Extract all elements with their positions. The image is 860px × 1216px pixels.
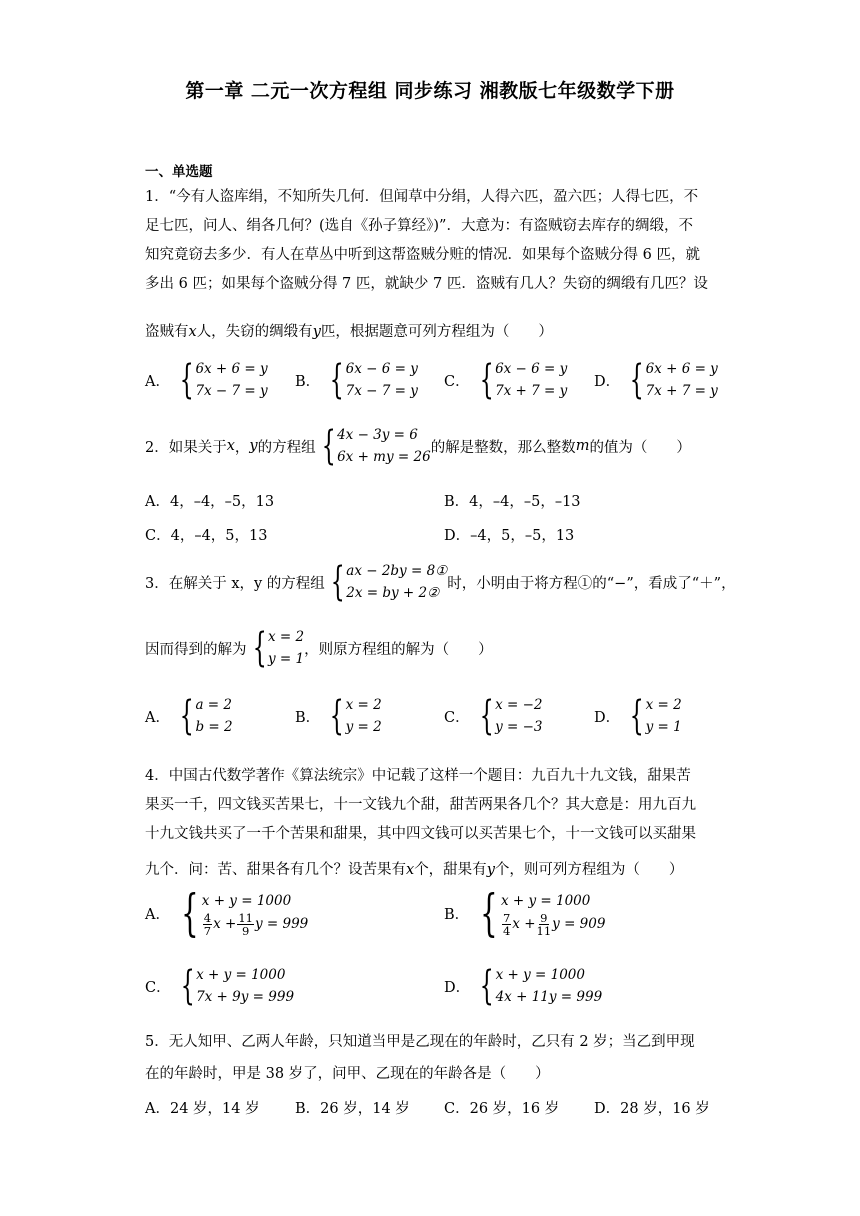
q4-option-c[interactable]: C． { x + y = 1000 7x + 9y = 999 — [145, 963, 295, 1009]
q1-line: 多出 6 匹；如果每个盗贼分得 7 匹，就缺少 7 匹．盗贼有几人？失窃的绸缎有几匹？设 — [145, 276, 708, 292]
q3-stem-line2: 因而得到的解为 { x = 2 y = 1 ，则原方程组的解为（ ） — [145, 625, 493, 671]
q1-option-d[interactable]: D． { 6x + 6 = y 7x + 7 = y — [594, 357, 718, 403]
q2-option-a[interactable]: A． 4，–4，–5，13 — [145, 494, 275, 510]
q5-option-b[interactable]: B． 26 岁，14 岁 — [295, 1101, 410, 1117]
q4-line: 果买一千，四文钱买苦果七，十一文钱九个甜，甜苦两果各几个？其大意是：用九百九 — [145, 797, 696, 813]
q2-option-d[interactable]: D． –4，5，–5，13 — [444, 528, 575, 544]
q5-line: 5．无人知甲、乙两人年龄，只知道当甲是乙现在的年龄时，乙只有 2 岁；当乙到甲现 — [145, 1034, 695, 1050]
q5-option-d[interactable]: D． 28 岁，16 岁 — [594, 1101, 710, 1117]
q4-option-b[interactable]: B． { x + y = 1000 $\frac{7}{4}$ x + $\frac{9}{11}$ y = 909 — [444, 884, 606, 942]
q4-line: 十九文钱共买了一千个苦果和甜果，其中四文钱可以买苦果七个，十一文钱可以买甜果 — [145, 826, 696, 842]
q4-line: 九个．问：苦、甜果各有几个？设苦果有x个，甜果有y个，则可列方程组为（ ） — [145, 862, 684, 878]
q4-option-a[interactable]: A． { x + y = 1000 $\frac{4}{7}$ x + $\frac{11}{9}$ y = 999 — [145, 884, 309, 942]
q2-option-c[interactable]: C． 4，–4，5，13 — [145, 528, 268, 544]
q5-option-c[interactable]: C． 26 岁，16 岁 — [444, 1101, 560, 1117]
q2-stem: 2．如果关于 x ， y 的方程组 { 4x − 3y = 6 6x + my = 26 的解是整数，那么整数 m 的值为（ ） — [145, 423, 691, 469]
q1-option-b[interactable]: B． { 6x − 6 = y 7x − 7 = y — [295, 357, 418, 403]
q1-line: 盗贼有x人，失窃的绸缎有y匹，根据题意可列方程组为（ ） — [145, 324, 553, 340]
q3-stem: 3．在解关于 x，y 的方程组 { ax − 2by = 8① 2x = by + 2② 时，小明由于将方程①的“−”，看成了“＋”， — [145, 559, 736, 605]
section-heading: 一、单选题 — [145, 164, 213, 180]
q1-line: 1．“今有人盗库绢，不知所失几何．但闻草中分绢，人得六匹，盈六匹；人得七匹，不 — [145, 189, 699, 205]
q3-option-c[interactable]: C． { x = −2 y = −3 — [444, 693, 543, 739]
q4-option-d[interactable]: D． { x + y = 1000 4x + 11y = 999 — [444, 963, 603, 1009]
q5-line: 在的年龄时，甲是 38 岁了，问甲、乙现在的年龄各是（ ） — [145, 1066, 550, 1082]
q2-option-b[interactable]: B． 4，–4，–5，–13 — [444, 494, 581, 510]
q3-option-d[interactable]: D． { x = 2 y = 1 — [594, 693, 682, 739]
q5-option-a[interactable]: A． 24 岁，14 岁 — [145, 1101, 260, 1117]
q1-line: 知究竟窃去多少．有人在草丛中听到这帮盗贼分赃的情况．如果每个盗贼分得 6 匹，就 — [145, 247, 700, 263]
q4-line: 4．中国古代数学著作《算法统宗》中记载了这样一个题目：九百九十九文钱，甜果苦 — [145, 768, 691, 784]
page-title: 第一章 二元一次方程组 同步练习 湘教版七年级数学下册 — [185, 80, 675, 102]
q1-option-a[interactable]: A． { 6x + 6 = y 7x − 7 = y — [145, 357, 268, 403]
q1-option-c[interactable]: C． { 6x − 6 = y 7x + 7 = y — [444, 357, 568, 403]
q1-line: 足七匹，问人、绢各几何？(选自《孙子算经》)”．大意为：有盗贼窃去库存的绸缎，不 — [145, 218, 693, 234]
q3-option-a[interactable]: A． { a = 2 b = 2 — [145, 693, 233, 739]
q3-option-b[interactable]: B． { x = 2 y = 2 — [295, 693, 382, 739]
